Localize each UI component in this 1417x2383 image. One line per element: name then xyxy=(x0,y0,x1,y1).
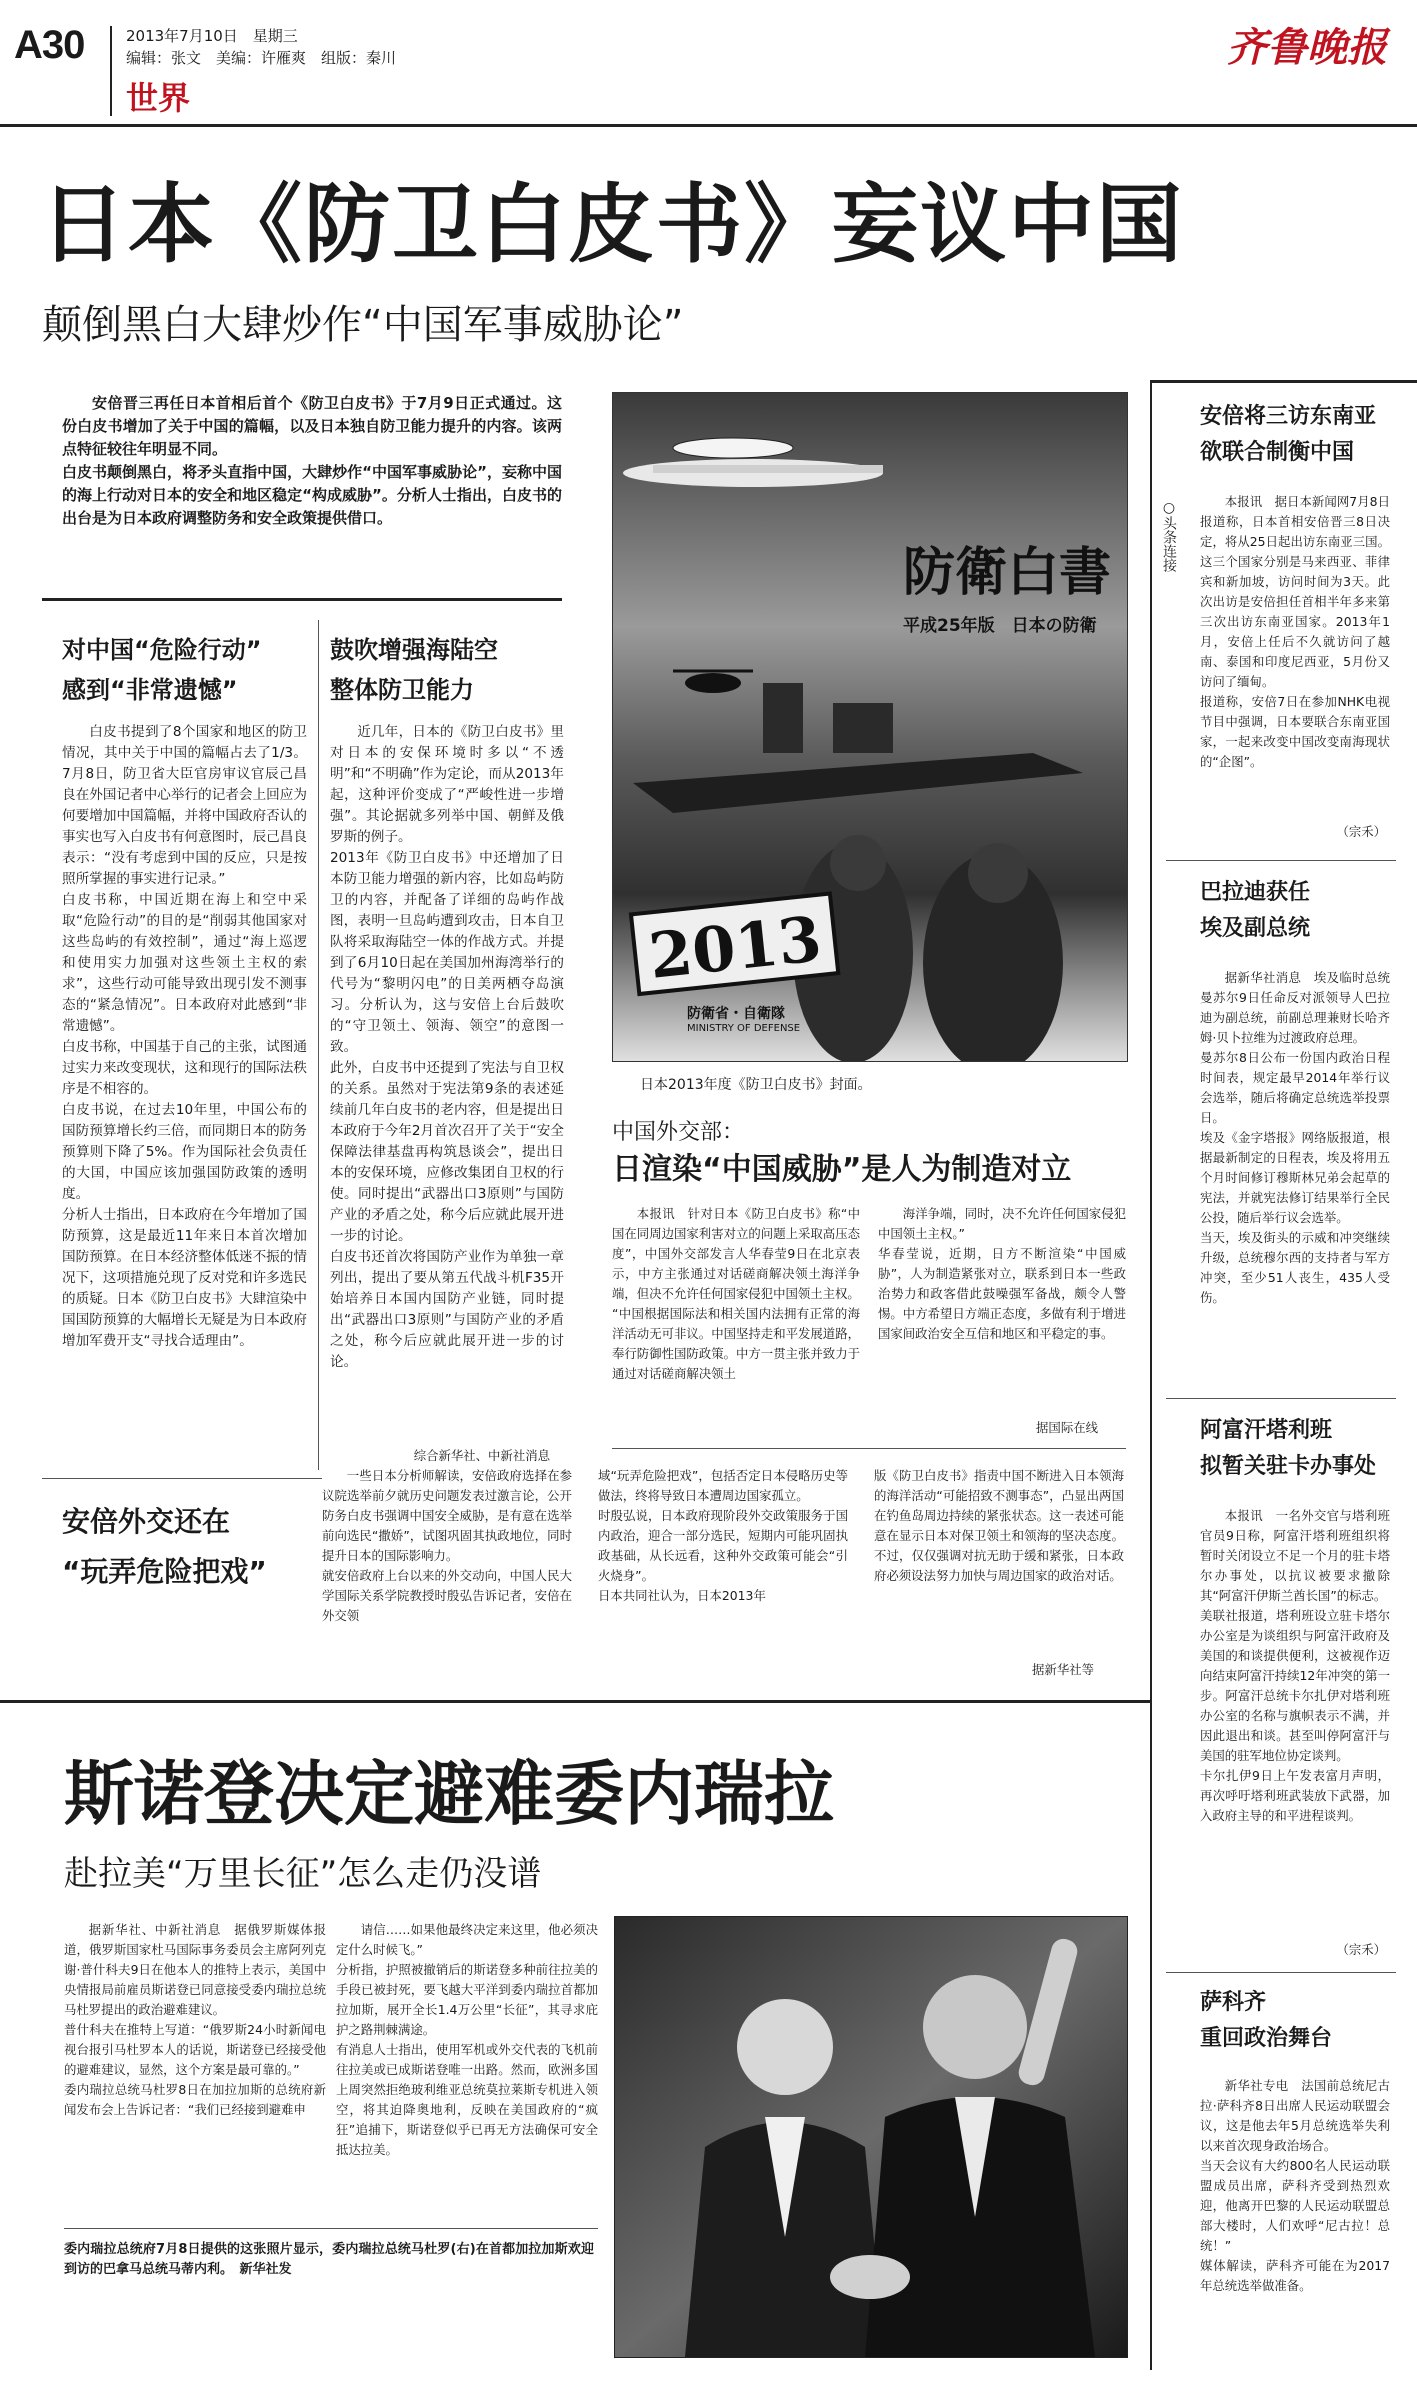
col2-body: 近几年，日本的《防卫白皮书》里对日本的安保环境时多以“不透明”和“不明确”作为定论，而从2013年起，这种评价变成了“严峻性进一步增强”。其论据就多列举中国、朝鲜及俄罗斯的例子。 2013年《防卫白皮书》中还增加了日本防卫能力增强的新内容，比如岛屿防卫的内容，并配备了详细的岛屿作战图，表明一旦岛屿遭到攻击，日本自卫队将采取海陆空一体的作战方式。并提到了6月10日起在美国加州海湾举行的代号为“黎明闪电”的日美两栖夺岛演习。分析认为，这与安倍上台后鼓吹的“守卫领土、领海、领空”的意图一致。 此外，白皮书中还提到了宪法与自卫权的关系。虽然对于宪法第9条的表述延续前几年白皮书的老内容，但是提出日本政府于今年2月首次召开了关于“安全保障法律基盘再构筑恳谈会”，提出日本的安保环境，应修改集团自卫权的行使。同时提出“武器出口3原则”与国防产业的矛盾之处，称今后应就此展开进一步的讨论。 白皮书还首次将国防产业作为单独一章列出，提出了要从第五代战斗机F35开始培养日本国内国防产业链，同时提出“武器出口3原则”与国防产业的矛盾之处，称今后应就此展开进一步的讨论。 xyxy=(330,724,564,1370)
cover-logo-text-en: MINISTRY OF DEFENSE xyxy=(687,1023,801,1034)
mfa-body-right: 海洋争端，同时，决不允许任何国家侵犯中国领土主权。” 华春莹说，近期，日方不断渲染“中国威胁”，人为制造紧张对立，联系到日本一些政治势力和政客借此鼓噪强军备战，颇令人警惕。中方希望日方端正态度，多做有利于增进国家间政治安全互信和地区和平稳定的事。 xyxy=(878,1206,1126,1341)
sidebar-3-heading-1: 阿富汗塔利班 xyxy=(1200,1418,1333,1443)
mfa-kicker: 中国外交部： xyxy=(612,1120,745,1145)
newspaper-logo: 齐鲁晚报 xyxy=(1227,24,1387,71)
cover-subtitle: 平成25年版 日本の防衛 xyxy=(903,616,1097,636)
sidebar-divider xyxy=(1150,380,1152,2370)
story2-headline: 斯诺登决定避难委内瑞拉 xyxy=(64,1753,834,1835)
abe-heading-1: 安倍外交还在 xyxy=(62,1505,231,1538)
sidebar-3-credit: （宗禾） xyxy=(1336,1942,1386,1957)
caption-rule xyxy=(64,2228,598,2229)
main-subheadline: 颠倒黑白大肆炒作“中国军事威胁论” xyxy=(42,302,684,348)
col-divider-1 xyxy=(318,620,319,1470)
sidebar-1-heading-1: 安倍将三访东南亚 xyxy=(1200,404,1377,429)
col1-body: 白皮书提到了8个国家和地区的防卫情况，其中关于中国的篇幅占去了1/3。7月8日，防卫省大臣官房审议官辰己昌良在外国记者中心举行的记者会上回应为何要增加中国篇幅，并将中国政府否认的事实也写入白皮书有何意图时，辰己昌良表示：“没有考虑到中国的反应，只是按照所掌握的事实进行记录。” 白皮书称，中国近期在海上和空中采取“危险行动”的目的是“削弱其他国家对这些岛屿的有效控制”，通过“海上巡逻和使用实力加强对这些领土主权的索求”，这些行动可能导致出现引发不测事态的“紧急情况”。日本政府对此感到“非常遗憾”。 白皮书称，中国基于自己的主张，试图通过实力来改变现状，这和现行的国际法秩序是不相容的。 白皮书说，在过去10年里，中国公布的国防预算增长约三倍，而同期日本的防务预算则下降了5%。作为国际社会负责任的大国，中国应该加强国防政策的透明度。 分析人士指出，日本政府在今年增加了国防预算，这是最近11年来日本首次增加国防预算。在日本经济整体低迷不振的情况下，这项措施兑现了反对党和许多选民的质疑。日本《防卫白皮书》大肆渲染中国国防预算的大幅增长无疑是为日本政府增加军费开支“寻找合适理由”。 xyxy=(62,724,307,1349)
mfa-credit: 据国际在线 xyxy=(1036,1420,1098,1435)
sidebar-3-body: 本报讯 一名外交官与塔利班官员9日称，阿富汗塔利班组织将暂时关闭设立不足一个月的驻卡塔尔办事处，以抗议被要求撤除其“阿富汗伊斯兰酋长国”的标志。 美联社报道，塔利班设立驻卡塔尔办公室是为谈组织与阿富汗政府及美国的和谈提供便利，这被视作迈向结束阿富汗持续12年冲突的第一步。阿富汗总统卡尔扎伊对塔利班办公室的名称与旗帜表示不满，并因此退出和谈。甚至叫停阿富汗与美国的驻军地位协定谈判。 卡尔扎伊9日上午发表富月声明，再次呼吁塔利班武装放下武器，加入政府主导的和平进程谈判。 xyxy=(1200,1508,1390,1823)
col2-credit: 综合新华社、中新社消息 xyxy=(413,1448,550,1463)
story2-body-2: 请信……如果他最终决定来这里，他必须决定什么时候飞。” 分析指，护照被撤销后的斯诺登多种前往拉美的手段已被封死，要飞越大平洋到委内瑞拉首都加拉加斯，展开全长1.4万公里“长征”，其寻求庇护之路荆棘满途。 有消息人士指出，使用军机或外交代表的飞机前往拉美或已成斯诺登唯一出路。然而，欧洲多国上周突然拒绝玻利维亚总统莫拉莱斯专机进入领空，将其迫降奥地利，反映在美国政府的“疯狂”追捕下，斯诺登似乎已再无方法确保可安全抵达拉美。 xyxy=(336,1922,598,2157)
sidebar-1-body: 本报讯 据日本新闻网7月8日报道称，日本首相安倍晋三8日决定，将从25日起出访东南亚三国。这三个国家分别是马来西亚、菲律宾和新加坡，访问时间为3天。此次出访是安倍担任首相半年多来第三次出访东南亚国家。2013年1月，安倍上任后不久就访问了越南、泰国和印度尼西亚，5月份又访问了缅甸。 报道称，安倍7日在参加NHK电视节目中强调，日本要联合东南亚国家，一起来改变中国改变南海现状的“企图”。 xyxy=(1200,494,1390,769)
mfa-body-left: 本报讯 针对日本《防卫白皮书》称“中国在同周边国家利害对立的问题上采取高压态度”，中国外交部发言人华春莹9日在北京表示，中方主张通过对话磋商解决领土海洋争端，但决不允许任何国家侵犯中国领土主权。 “中国根据国际法和相关国内法拥有正常的海洋活动无可非议。中国坚持走和平发展道路，奉行防御性国防政策。中方一贯主张并致力于通过对话磋商解决领土 xyxy=(612,1206,860,1381)
abe-body-3: 版《防卫白皮书》指责中国不断进入日本领海的海洋活动“可能招致不测事态”，凸显出两国在钓鱼岛周边持续的紧张状态。这一表述可能意在显示日本对保卫领土和领海的坚决态度。不过，仅仅强调对抗无助于缓和紧张，日本政府必须设法努力加快与周边国家的政治对话。 xyxy=(874,1468,1124,1583)
story-divider xyxy=(0,1700,1150,1703)
sidebar-1-credit: （宗禾） xyxy=(1336,824,1386,839)
handshake-illustration xyxy=(615,1917,1127,2357)
story2-subheadline: 赴拉美“万里长征”怎么走仍没谱 xyxy=(64,1854,542,1894)
sidebar-4-heading-1: 萨科齐 xyxy=(1200,1990,1267,2015)
sidebar-3-heading-2: 拟暂关驻卡办事处 xyxy=(1200,1454,1377,1479)
sidebar-2-heading-2: 埃及副总统 xyxy=(1200,916,1311,941)
cover-caption: 日本2013年度《防卫白皮书》封面。 xyxy=(640,1077,872,1093)
abe-top-rule xyxy=(42,1478,322,1479)
story2-caption: 委内瑞拉总统府7月8日提供的这张照片显示，委内瑞拉总统马杜罗(右)在首都加拉加斯欢迎到访的巴拿马总统马蒂内利。 新华社发 xyxy=(64,2242,594,2277)
abe-credit: 据新华社等 xyxy=(1032,1662,1094,1677)
page-number: A30 xyxy=(14,23,85,67)
abe-heading-2: “玩弄危险把戏” xyxy=(62,1555,267,1588)
main-headline: 日本《防卫白皮书》妄议中国 xyxy=(40,175,1184,275)
headline-link-note: ○头条连接 xyxy=(1161,500,1177,572)
leaders-handshake-photo xyxy=(614,1916,1128,2358)
handshake-shape xyxy=(830,2255,910,2299)
sidebar-rule-2 xyxy=(1166,1398,1396,1399)
header-rule xyxy=(0,124,1417,127)
sidebar-2-heading-1: 巴拉迪获任 xyxy=(1200,880,1311,905)
story2-body-1: 据新华社、中新社消息 据俄罗斯媒体报道，俄罗斯国家杜马国际事务委员会主席阿列克谢·普什科夫9日在他本人的推特上表示，美国中央情报局前雇员斯诺登已同意接受委内瑞拉总统马杜罗提出的政治避难建议。 普什科夫在推特上写道：“俄罗斯24小时新闻电视台报引马杜罗本人的话说，斯诺登已经接受他的避难建议，显然，这个方案是最可靠的。” 委内瑞拉总统马杜罗8日在加拉加斯的总统府新闻发布会上告诉记者：“我们已经接到避难申 xyxy=(64,1922,326,2117)
col2-heading-2: 整体防卫能力 xyxy=(330,676,474,704)
mfa-bottom-rule xyxy=(612,1448,1126,1449)
sidebar-2-body: 据新华社消息 埃及临时总统曼苏尔9日任命反对派领导人巴拉迪为副总统，前副总理兼财长哈齐姆·贝卜拉维为过渡政府总理。 曼苏尔8日公布一份国内政治日程时间表，规定最早2014年举行议会选举，随后将确定总统选举投票日。 埃及《金字塔报》网络版报道，根据最新制定的日程表，埃及将用五个月时间修订穆斯林兄弟会起草的宪法，并就宪法修订结果举行全民公投，随后举行议会选举。 当天，埃及街头的示威和冲突继续升级，总统穆尔西的支持者与军方冲突，至少51人丧生，435人受伤。 xyxy=(1200,970,1390,1305)
sidebar-top-rule xyxy=(1152,380,1417,383)
col1-heading-2: 感到“非常遗憾” xyxy=(62,676,238,704)
cover-year: 2013 xyxy=(645,902,825,993)
white-paper-cover-photo xyxy=(612,392,1128,1062)
story-lead: 安倍晋三再任日本首相后首个《防卫白皮书》于7月9日正式通过。这份白皮书增加了关于中国的篇幅，以及日本独自防卫能力提升的内容。该两点特征较往年明显不同。 白皮书颠倒黑白，将矛头直指中国，大肆炒作“中国军事威胁论”，妄称中国的海上行动对日本的安全和地区稳定“构成威胁”。分析人士指出，白皮书的出台是为日本政府调整防务和安全政策提供借口。 xyxy=(62,394,562,527)
section-title: 世界 xyxy=(126,79,191,117)
cover-title: 防衛白書 xyxy=(903,542,1112,603)
col1-heading-1: 对中国“危险行动” xyxy=(62,636,262,664)
sidebar-4-body: 新华社专电 法国前总统尼古拉·萨科齐8日出席人民运动联盟会议，这是他去年5月总统选举失利以来首次现身政治场合。 当天会议有大约800名人民运动联盟成员出席，萨科齐受到热烈欢迎，他离开巴黎的人民运动联盟总部大楼时，人们欢呼“尼古拉！总统！” 媒体解读，萨科齐可能在为2017年总统选举做准备。 xyxy=(1200,2078,1390,2293)
header-divider-vertical xyxy=(110,26,112,116)
sidebar-4-heading-2: 重回政治舞台 xyxy=(1200,2026,1333,2051)
abe-body-2: 域“玩弄危险把戏”，包括否定日本侵略历史等做法，终将导致日本遭周边国家孤立。 时殷弘说，日本政府现阶段外交政策服务于国内政治，迎合一部分选民，短期内可能巩固执政基础，从长远看，这种外交政策可能会“引火烧身”。 日本共同社认为，日本2013年 xyxy=(598,1468,848,1603)
mfa-heading: 日渲染“中国威胁”是人为制造对立 xyxy=(612,1152,1072,1187)
cover-logo-text: 防衛省・自衛隊 xyxy=(687,1006,785,1022)
sidebar-rule-1 xyxy=(1166,860,1396,861)
lead-rule xyxy=(42,598,562,601)
date-line: 2013年7月10日 星期三 xyxy=(126,27,298,45)
staff-line: 编辑：张文 美编：许雁爽 组版：秦川 xyxy=(126,49,397,67)
abe-body-1: 一些日本分析师解读，安倍政府选择在参议院选举前夕就历史问题发表过激言论，公开防务白皮书强调中国安全威胁，是有意在选举前向选民“撒娇”，试图巩固其执政地位，同时提升日本的国际影响力。 就安倍政府上台以来的外交动向，中国人民大学国际关系学院教授时殷弘告诉记者，安倍在外交领 xyxy=(322,1468,572,1623)
col2-heading-1: 鼓吹增强海陆空 xyxy=(330,636,498,664)
sidebar-rule-3 xyxy=(1166,1972,1396,1973)
sidebar-1-heading-2: 欲联合制衡中国 xyxy=(1200,440,1355,465)
